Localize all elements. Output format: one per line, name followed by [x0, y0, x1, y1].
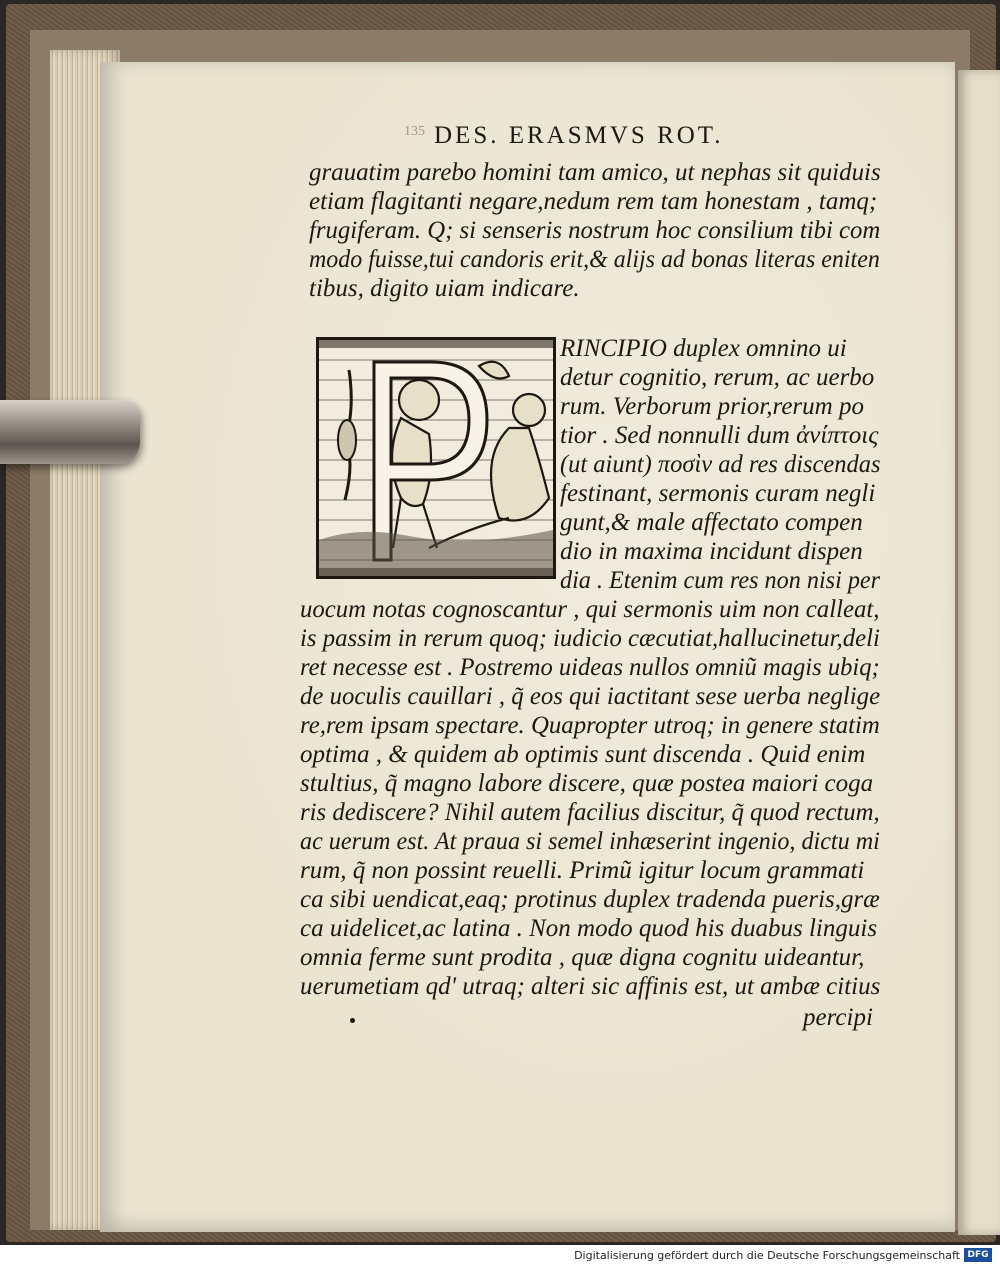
text-line: detur cognitio, rerum, ac uerbo: [560, 364, 875, 391]
initial-woodcut-art: [319, 340, 553, 576]
running-head: DES. ERASMVS ROT.: [434, 122, 724, 149]
decorated-initial: [316, 337, 556, 579]
text-line: omnia ferme sunt prodita , quæ digna cognitu uideantur,: [300, 944, 865, 971]
text-line: rum, q̃ non possint reuelli. Primũ igitur locum grammati: [300, 857, 865, 884]
page-clamp: [0, 400, 140, 464]
text-line: modo fuisse,tui candoris erit,& alijs ad bonas literas eniten: [309, 246, 880, 273]
text-line: dio in maxima incidunt dispen: [560, 538, 863, 565]
text-line: frugiferam. Q; si senseris nostrum hoc consilium tibi com: [309, 217, 881, 244]
text-line: ca sibi uendicat,eaq; protinus duplex tradenda pueris,græ: [300, 886, 880, 913]
text-line: ret necesse est . Postremo uideas nullos omniũ magis ubiq;: [300, 654, 880, 681]
ink-dot: [350, 1018, 355, 1023]
catchword: percipi: [803, 1004, 873, 1031]
text-line: gunt,& male affectato compen: [560, 509, 863, 536]
text-line: dia . Etenim cum res non nisi per: [560, 567, 881, 594]
page-number: 135: [404, 124, 425, 139]
facing-page-edge: [958, 70, 1000, 1235]
text-line: re,rem ipsam spectare. Quapropter utroq; in genere statim: [300, 712, 880, 739]
text-line: tior . Sed nonnulli dum ἀνίπτοις: [560, 422, 879, 449]
text-line: RINCIPIO duplex omnino ui: [560, 335, 847, 362]
text-line: rum. Verborum prior,rerum po: [560, 393, 864, 420]
digitization-footer: [0, 1245, 1000, 1266]
text-line: ac uerum est. At praua si semel inhæserint ingenio, dictu mi: [300, 828, 880, 855]
text-line: de uoculis cauillari , q̃ eos qui iactitant sese uerba neglige: [300, 683, 881, 710]
text-line: grauatim parebo homini tam amico, ut nephas sit quiduis: [309, 159, 881, 186]
text-line: uerumetiam qd' utraq; alteri sic affinis est, ut ambæ citius: [300, 973, 881, 1000]
text-line: etiam flagitanti negare,nedum rem tam honestam , tamq;: [309, 188, 878, 215]
text-line: is passim in rerum quoq; iudicio cæcutiat,hallucinetur,deli: [300, 625, 880, 652]
text-line: festinant, sermonis curam negli: [560, 480, 876, 507]
text-line: (ut aiunt) ποσὶν ad res discendas: [560, 451, 881, 478]
text-line: ca uidelicet,ac latina . Non modo quod his duabus linguis: [300, 915, 878, 942]
text-line: stultius, q̃ magno labore discere, quæ postea maiori coga: [300, 770, 874, 797]
text-line: uocum notas cognoscantur , qui sermonis uim non calleat,: [300, 596, 880, 623]
text-line: tibus, digito uiam indicare.: [309, 275, 580, 302]
funding-credit: Digitalisierung gefördert durch die Deutsche Forschungsgemeinschaft: [574, 1249, 960, 1262]
text-line: optima , & quidem ab optimis sunt discenda . Quid enim: [300, 741, 866, 768]
text-line: ris dediscere? Nihil autem facilius discitur, q̃ quod rectum,: [300, 799, 880, 826]
dfg-logo-icon: DFG: [964, 1248, 992, 1262]
